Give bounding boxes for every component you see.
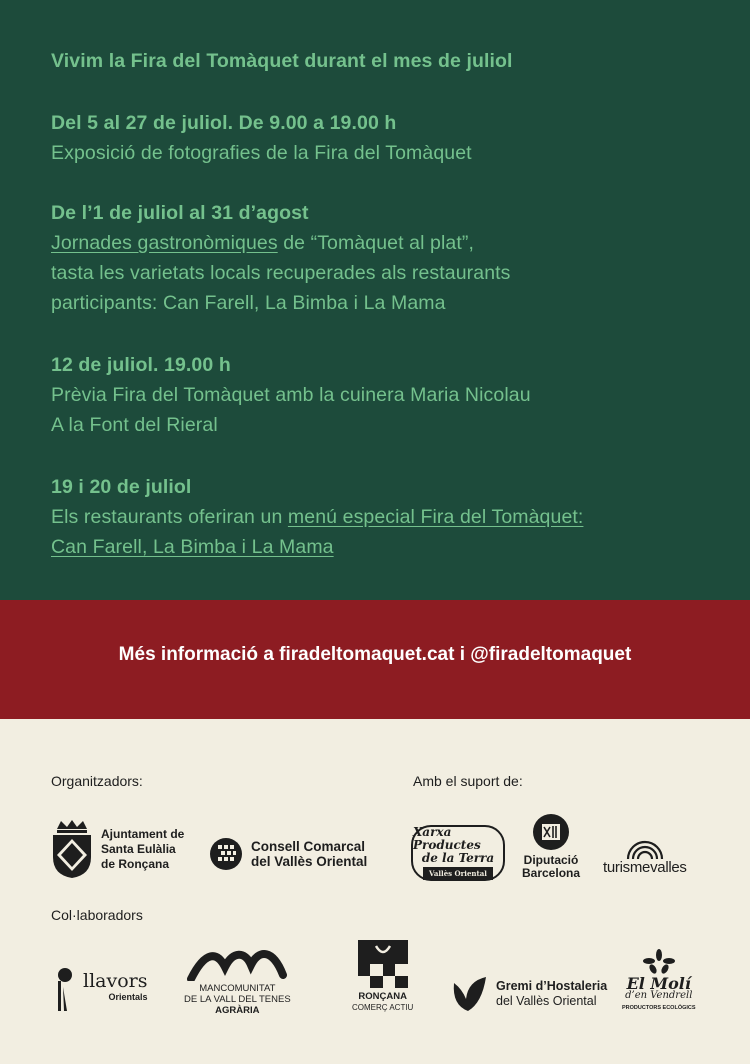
mountains-icon <box>187 945 287 981</box>
consell-comarcal-icon <box>209 837 243 871</box>
diputacio-seal-icon <box>532 813 570 851</box>
consell-comarcal-logo[interactable]: Consell Comarcal del Vallès Oriental <box>209 837 367 871</box>
ajuntament-crest-icon <box>51 819 93 879</box>
event-2-line3: participants: Can Farell, La Bimba i La Mama <box>51 292 446 314</box>
event-2-line2: tasta les varietats locals recuperades als restaurants <box>51 262 511 284</box>
xarxa-productes-logo[interactable]: Xarxa Productes de la Terra Vallès Oriental <box>411 825 505 881</box>
sponsors-section <box>0 719 750 1064</box>
event-4-line2 <box>51 536 334 559</box>
page-title: Vivim la Fira del Tomàquet durant el mes de juliol <box>51 50 513 72</box>
ajuntament-logo[interactable]: Ajuntament de Santa Eulàlia de Ronçana <box>51 819 184 879</box>
turismevalles-logo[interactable]: turismevalles <box>603 839 687 876</box>
event-3-line1: Prèvia Fira del Tomàquet amb la cuinera Maria Nicolau <box>51 384 531 406</box>
event-2-line1: Jornades gastronòmiques de “Tomàquet al plat”, <box>51 232 475 254</box>
collaborators-label: Col·laboradors <box>51 907 143 923</box>
restaurants-link[interactable]: Can Farell, La Bimba i La Mama <box>51 536 334 558</box>
support-label: Amb el suport de: <box>413 773 523 789</box>
llavors-logo[interactable]: llavors Orientals <box>53 967 148 1011</box>
mancomunitat-logo[interactable]: MANCOMUNITAT DE LA VALL DEL TENES AGRÀRIA <box>184 945 291 1016</box>
diputacio-logo[interactable]: Diputació Barcelona <box>522 813 580 880</box>
info-text[interactable]: Més informació a firadeltomaquet.cat i @firadeltomaquet <box>118 644 632 665</box>
info-banner <box>0 600 750 719</box>
seed-figure-icon <box>53 967 75 1011</box>
leaf-icon <box>452 975 488 1013</box>
event-3-line2: A la Font del Rieral <box>51 414 218 436</box>
event-4-line1: Els restaurants oferiran un menú especial Fira del Tomàquet: <box>51 506 584 528</box>
event-2-date: De l’1 de juliol al 31 d’agost <box>51 202 309 224</box>
checker-icon <box>358 940 408 988</box>
menu-link[interactable]: menú especial Fira del Tomàquet: <box>287 506 584 528</box>
gremi-hostaleria-logo[interactable]: Gremi d’Hostaleria del Vallès Oriental <box>452 975 607 1013</box>
event-1-text: Exposició de fotografies de la Fira del Tomàquet <box>51 142 472 164</box>
event-3-date: 12 de juliol. 19.00 h <box>51 354 231 376</box>
rainbow-icon <box>620 839 670 859</box>
roncana-logo[interactable]: RONÇANA COMERÇ ACTIU <box>352 940 413 1013</box>
el-moli-logo[interactable]: El Molí d’en Vendrell PRODUCTORS ECOLÒGICS <box>622 949 696 1014</box>
mill-flower-icon <box>639 949 679 977</box>
event-1-date: Del 5 al 27 de juliol. De 9.00 a 19.00 h <box>51 112 397 134</box>
event-4-date: 19 i 20 de juliol <box>51 476 192 498</box>
organizers-label: Organitzadors: <box>51 773 143 789</box>
jornades-link[interactable]: Jornades gastronòmiques <box>51 232 278 254</box>
